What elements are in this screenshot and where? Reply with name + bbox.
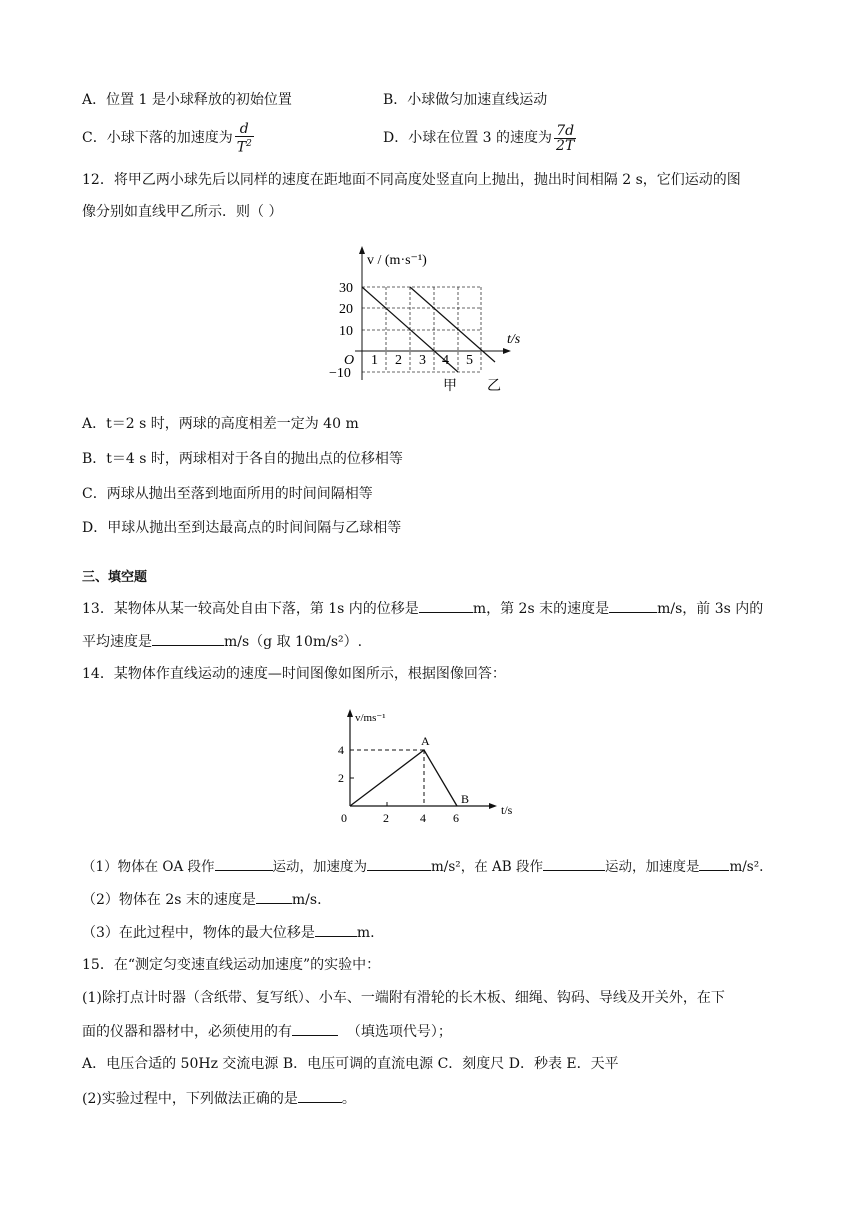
q13-text-c: m/s，前 3s 内的 [657, 601, 764, 617]
q14-stem: 14．某物体作直线运动的速度—时间图像如图所示，根据图像回答： [82, 666, 506, 682]
q11-option-c-numerator: d [235, 122, 254, 137]
q14-sub1-text-b: 运动，加速度为 [272, 859, 367, 875]
q14-sub2-text-a: （2）物体在 2s 末的速度是 [82, 892, 256, 908]
q14-xtick-2: 2 [383, 811, 389, 825]
q14-sub1-text-c: m/s²，在 AB 段作 [431, 859, 543, 875]
q14-sub1-text-d: 运动，加速度是 [604, 859, 700, 875]
q12-vt-chart [325, 240, 525, 400]
q12-ytick-30: 30 [339, 281, 353, 296]
q14-sub1 [82, 856, 763, 877]
q13-text-d: 平均速度是 [82, 634, 152, 650]
q12-x-label: t/s [507, 332, 521, 347]
q14-blank-6[interactable] [315, 922, 357, 937]
q14-sub3-text-a: （3）在此过程中，物体的最大位移是 [82, 925, 315, 941]
q13-line1 [82, 598, 763, 619]
q12-xtick-4: 4 [442, 353, 449, 368]
q12-option-d: D．甲球从抛出至到达最高点的时间间隔与乙球相等 [82, 520, 402, 536]
q12-ytick-10: 10 [339, 324, 353, 339]
q14-xtick-6: 6 [453, 811, 459, 825]
q15-sub1-line2 [82, 1021, 452, 1042]
q12-origin-label: O [344, 353, 355, 368]
q14-y-label: v/ms⁻¹ [355, 712, 386, 724]
q11-option-c [82, 120, 256, 156]
q11-option-d [383, 120, 578, 156]
q14-blank-2[interactable] [367, 856, 431, 871]
q12-option-a: A．t＝2 s 时，两球的高度相差一定为 40 m [82, 416, 359, 432]
q11-option-c-fraction [235, 122, 254, 155]
q14-y-arrow [347, 709, 353, 717]
q13-blank-3[interactable] [152, 631, 224, 646]
q15-stem: 15．在“测定匀变速直线运动加速度”的实验中： [82, 957, 381, 973]
q11-option-d-denominator: 2T [556, 137, 575, 154]
q12-x-arrow [503, 348, 511, 354]
q14-point-a: A [421, 734, 430, 748]
q14-ytick-4: 4 [338, 743, 344, 757]
q12-xtick-1: 1 [371, 353, 378, 368]
q12-option-c: C．两球从抛出至落到地面所用的时间间隔相等 [82, 486, 373, 502]
q13-line2 [82, 631, 362, 652]
q12-ytick-20: 20 [339, 302, 353, 317]
q14-blank-1[interactable] [215, 856, 273, 871]
q14-sub1-text-e: m/s². [729, 859, 764, 875]
q15-sub1-line1: (1)除打点计时器（含纸带、复写纸）、小车、一端附有滑轮的长木板、细绳、钩码、导线及开关外，在下 [82, 990, 725, 1006]
q12-stem-line2: 像分别如直线甲乙所示．则（ ） [82, 204, 283, 220]
q13-blank-2[interactable] [609, 598, 657, 613]
q15-sub2-text-b: 。 [341, 1091, 356, 1107]
q11-option-c-denominator: T [236, 139, 247, 156]
q14-ytick-2: 2 [338, 771, 344, 785]
q11-option-c-exponent: 2 [246, 138, 252, 149]
q14-blank-3[interactable] [543, 856, 605, 871]
q12-stem-line1: 12．将甲乙两小球先后以同样的速度在距地面不同高度处竖直向上抛出，抛出时间相隔 2 s，它们运动的图 [82, 172, 741, 188]
q11-option-d-fraction [554, 124, 576, 153]
section-fill-in-title: 三、填空题 [82, 570, 148, 585]
q12-xtick-2: 2 [395, 353, 402, 368]
q15-sub2-text-a: (2)实验过程中，下列做法正确的是 [82, 1091, 298, 1107]
q15-sub1-text-b: （填选项代号）； [346, 1024, 452, 1040]
q14-xtick-4: 4 [420, 811, 426, 825]
q15-blank-1[interactable] [292, 1021, 338, 1036]
q11-option-a: A．位置 1 是小球释放的初始位置 [82, 92, 292, 108]
q12-label-jia: 甲 [443, 379, 457, 394]
q12-ytick-neg10: −10 [329, 366, 351, 381]
q13-text-e: m/s（g 取 10m/s²）. [224, 634, 363, 650]
q11-option-c-text: C．小球下落的加速度为 [82, 130, 233, 146]
q11-option-d-text: D．小球在位置 3 的速度为 [383, 130, 553, 146]
q14-origin-label: 0 [341, 811, 347, 825]
q14-sub3-text-b: m. [356, 925, 375, 941]
q14-blank-4[interactable] [699, 856, 729, 871]
q14-sub2-text-b: m/s. [291, 892, 322, 908]
q15-options: A．电压合适的 50Hz 交流电源 B．电压可调的直流电源 C．刻度尺 D．秒表 E．天平 [82, 1056, 619, 1072]
q11-option-d-numerator: 7d [554, 124, 576, 139]
q12-xtick-3: 3 [419, 353, 426, 368]
q14-sub1-text-a: （1）物体在 OA 段作 [82, 859, 215, 875]
q12-label-yi: 乙 [487, 379, 501, 394]
q14-sub2 [82, 889, 322, 910]
q14-blank-5[interactable] [256, 889, 292, 904]
q14-vt-line [350, 750, 457, 806]
q14-x-arrow [489, 803, 497, 809]
q12-xtick-5: 5 [466, 353, 473, 368]
q14-vt-chart [325, 704, 525, 830]
q11-option-b: B．小球做匀加速直线运动 [383, 92, 548, 108]
q14-point-b: B [461, 792, 470, 806]
q13-blank-1[interactable] [419, 598, 473, 613]
q12-y-label: v / (m·s⁻¹) [367, 253, 427, 268]
q14-sub3 [82, 922, 375, 943]
q15-blank-2[interactable] [298, 1088, 342, 1103]
q12-option-b: B．t＝4 s 时，两球相对于各自的抛出点的位移相等 [82, 451, 403, 467]
q15-sub2 [82, 1088, 356, 1109]
q13-text-b: m，第 2s 末的速度是 [472, 601, 610, 617]
q13-text-a: 13．某物体从某一较高处自由下落，第 1s 内的位移是 [82, 601, 419, 617]
q15-sub1-text-a: 面的仪器和器材中，必须使用的有 [82, 1024, 292, 1040]
q14-x-label: t/s [501, 803, 513, 817]
q12-y-arrow [359, 246, 365, 254]
